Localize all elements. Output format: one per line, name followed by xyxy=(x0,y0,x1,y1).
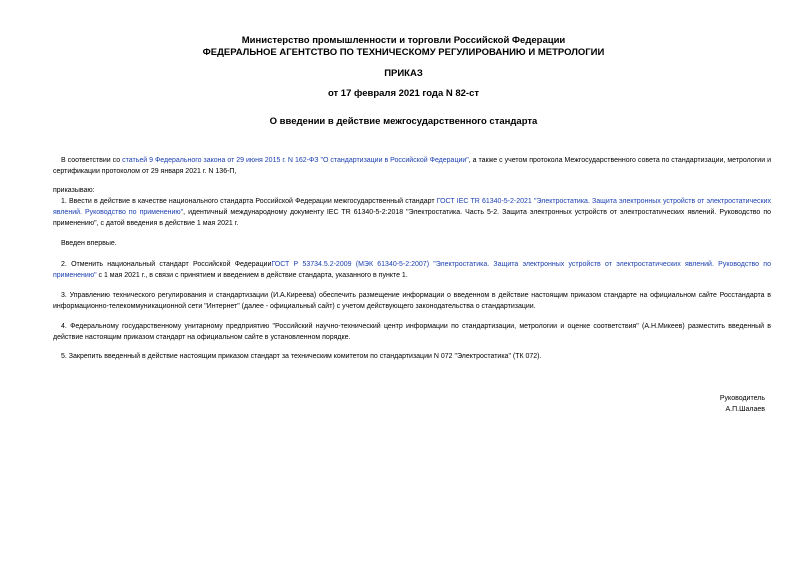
p5-text: 5. Закрепить введенный в действие настоящим приказом стандарт за техническим комитетом по стандартизации N 072 "Электростатика" (ТК 072). xyxy=(61,353,542,360)
ministry-title: Министерство промышленности и торговли Российской Федерации xyxy=(241,35,566,46)
introduced-text: Введен впервые. xyxy=(61,240,117,247)
gost-iec-link[interactable]: ГОСТ IEC TR 61340-5-2-2021 "Электростатика. Защита электронных устройств от электростатических явлений. Руководство по применению" xyxy=(53,198,771,216)
paragraph-5 xyxy=(53,351,771,362)
date-number: от 17 февраля 2021 года N 82-ст xyxy=(327,88,480,99)
signature-title: Руководитель xyxy=(719,395,765,402)
orders-line: приказываю: xyxy=(53,187,95,194)
paragraph-3 xyxy=(53,290,771,312)
doc-type: ПРИКАЗ xyxy=(384,68,423,79)
paragraph-4 xyxy=(53,321,771,343)
p3-text: 3. Управлению технического регулирования и стандартизации (И.А.Киреева) обеспечить размещение информации о введенном в действие настоящим приказом стандарте на официальном сайте Росстандарта в информационно-телекоммуникационной сети "Интернет" (далее - официальный сайт) с учетом действующего законодательства о стандартизации. xyxy=(53,292,771,310)
p4-text: 4. Федеральному государственному унитарному предприятию "Российский научно-технический центр информации по стандартизации, метрологии и оценке соответствия" (А.Н.Микеев) разместить введенный в действие настоящим приказом стандарт на официальном сайте в установленном порядке. xyxy=(53,323,771,341)
preamble-paragraph xyxy=(53,155,771,177)
p1-lead: 1. Ввести в действие в качестве национального стандарта Российской Федерации межгосударственный стандарт xyxy=(61,198,437,205)
paragraph-2 xyxy=(53,259,771,281)
preamble-rest: , а также с учетом протокола Межгосударственного совета по стандартизации, метрологии и сертификации протоколом от 29 января 2021 г. N 136-П, xyxy=(53,157,771,175)
gost-r-link[interactable]: ГОСТ Р 53734.5.2-2009 (МЭК 61340-5-2:2007) "Электростатика. Защита электронных устройств от электростатических явлений. Руководство по применению" xyxy=(53,261,771,279)
p2-rest: с 1 мая 2021 г., в связи с принятием и введением в действие стандарта, указанного в пункте 1. xyxy=(96,272,408,279)
p1-rest: , идентичный международному документу IEC TR 61340-5-2:2018 "Электростатика. Часть 5-2. Защита электронных устройств от электростатических явлений. Руководство по применению", с датой введения в действие 1 мая 2021 г. xyxy=(53,209,771,227)
introduced-note xyxy=(53,238,771,249)
preamble-lead: В соответствии со xyxy=(61,157,123,164)
agency-title: ФЕДЕРАЛЬНОЕ АГЕНТСТВО ПО ТЕХНИЧЕСКОМУ РЕГУЛИРОВАНИЮ И МЕТРОЛОГИИ xyxy=(202,47,605,58)
signature-name: А.П.Шалаев xyxy=(725,406,765,413)
law-link[interactable]: статьей 9 Федерального закона от 29 июня 2015 г. N 162-ФЗ "О стандартизации в Российской Федерации" xyxy=(122,157,469,164)
p2-lead: 2. Отменить национальный стандарт Российской Федерации xyxy=(61,261,272,268)
subject-title: О введении в действие межгосударственного стандарта xyxy=(269,116,538,127)
paragraph-1 xyxy=(53,196,771,229)
